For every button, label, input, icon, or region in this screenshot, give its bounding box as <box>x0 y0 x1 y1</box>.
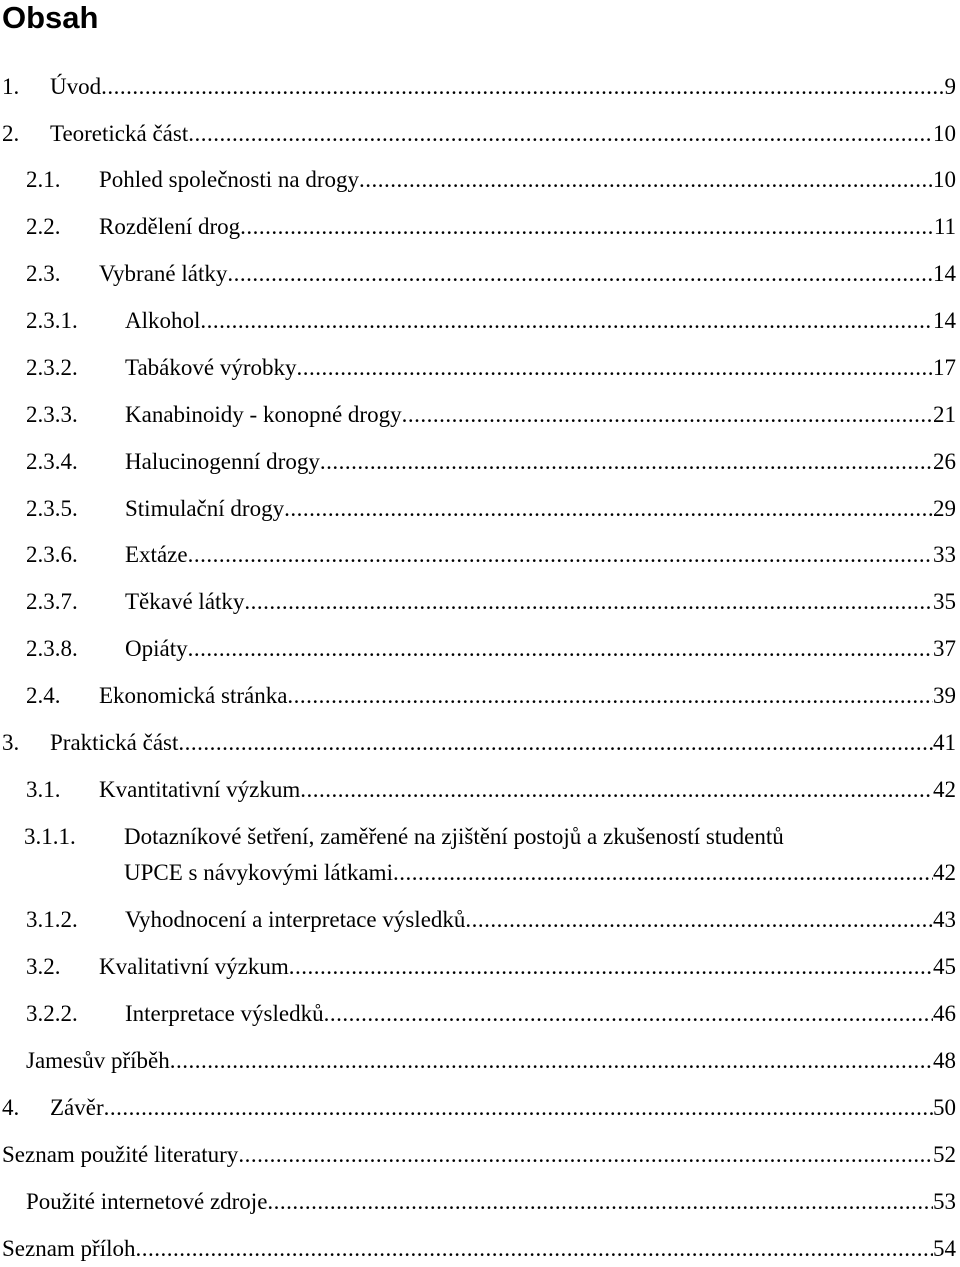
toc-entry-title: Použité internetové zdroje <box>26 1189 268 1214</box>
toc-entry-page: 14 <box>933 308 956 333</box>
dot-leader <box>200 306 933 336</box>
toc-entry-page: 48 <box>933 1048 956 1073</box>
toc-entry-number: 3.1.2. <box>26 907 78 932</box>
toc-entry-number: 2. <box>2 121 20 146</box>
dot-leader <box>465 905 933 935</box>
dot-leader <box>296 353 933 383</box>
toc-entry-title: Teoretická část <box>50 121 189 146</box>
toc-entry-title: Jamesův příběh <box>26 1048 170 1073</box>
toc-entry-title: Alkohol <box>125 308 201 333</box>
toc-entry-number: 2.3. <box>26 261 61 286</box>
toc-entry-seznam-literatury[interactable] <box>2 1140 956 1170</box>
toc-entry-number: 3.1.1. <box>24 824 76 849</box>
toc-entry-vybrane-latky[interactable] <box>26 259 956 289</box>
toc-entry-page: 45 <box>933 954 956 979</box>
dot-leader <box>300 775 933 805</box>
dot-leader <box>188 634 933 664</box>
toc-entry-number: 2.2. <box>26 214 61 239</box>
toc-entry-page: 53 <box>933 1189 956 1214</box>
toc-entry-page: 21 <box>933 402 956 427</box>
toc-entry-opiaty[interactable] <box>26 634 956 664</box>
toc-entry-page: 11 <box>933 214 956 239</box>
dot-leader <box>240 212 934 242</box>
toc-entry-title: Rozdělení drog <box>99 214 241 239</box>
toc-entry-number: 2.3.5. <box>26 496 78 521</box>
toc-entry-number: 3.1. <box>26 777 61 802</box>
toc-entry-number: 2.1. <box>26 167 61 192</box>
dot-leader <box>284 494 933 524</box>
toc-entry-page: 26 <box>933 449 956 474</box>
toc-entry-page: 46 <box>933 1001 956 1026</box>
toc-entry-page: 42 <box>933 860 956 885</box>
toc-entry-title: Halucinogenní drogy <box>125 449 320 474</box>
toc-entry-kvantitativni-vyzkum[interactable] <box>26 775 956 805</box>
toc-entry-page: 14 <box>933 261 956 286</box>
dot-leader <box>402 400 933 430</box>
toc-entry-pohled-spolecnosti[interactable] <box>26 165 956 195</box>
toc-entry-rozdeleni-drog[interactable] <box>26 212 956 242</box>
toc-entry-seznam-priloh[interactable] <box>2 1234 956 1264</box>
toc-entry-title: Vyhodnocení a interpretace výsledků <box>125 907 466 932</box>
toc-entry-title: Extáze <box>125 542 188 567</box>
dot-leader <box>227 259 933 289</box>
toc-entry-teoreticka-cast[interactable] <box>2 119 956 149</box>
toc-entry-title: Seznam příloh <box>2 1236 136 1261</box>
toc-entry-zaver[interactable] <box>2 1093 956 1123</box>
dot-leader <box>267 1187 933 1217</box>
toc-entry-number: 3.2.2. <box>26 1001 78 1026</box>
toc-entry-title: Seznam použité literatury <box>2 1142 239 1167</box>
toc-entry-vyhodnoceni[interactable] <box>26 905 956 935</box>
toc-entry-title: Kvantitativní výzkum <box>99 777 301 802</box>
toc-entry-title: Závěr <box>50 1095 104 1120</box>
toc-entry-page: 41 <box>933 730 956 755</box>
toc-entry-page: 29 <box>933 496 956 521</box>
toc-entry-page: 10 <box>933 167 956 192</box>
toc-entry-number: 4. <box>2 1095 20 1120</box>
toc-entry-page: 35 <box>933 589 956 614</box>
toc-entry-title-line1: Dotazníkové šetření, zaměřené na zjištění postojů a zkušeností studentů <box>124 824 784 849</box>
dot-leader <box>104 1093 933 1123</box>
toc-entry-number: 2.3.3. <box>26 402 78 427</box>
toc-entry-jamesuv-pribeh[interactable] <box>26 1046 956 1076</box>
dot-leader <box>238 1140 933 1170</box>
toc-entry-number: 1. <box>2 74 20 99</box>
toc-entry-page: 33 <box>933 542 956 567</box>
toc-entry-number: 2.3.1. <box>26 308 78 333</box>
toc-entry-page: 17 <box>933 355 956 380</box>
dot-leader <box>289 952 933 982</box>
dot-leader <box>324 999 933 1029</box>
toc-entry-internetove-zdroje[interactable] <box>26 1187 956 1217</box>
toc-entry-title: Praktická část <box>50 730 179 755</box>
dot-leader <box>244 587 933 617</box>
dot-leader <box>170 1046 933 1076</box>
toc-entry-dotaznikove-setreni[interactable] <box>124 858 956 888</box>
toc-entry-number: 2.3.2. <box>26 355 78 380</box>
dot-leader <box>188 540 933 570</box>
toc-entry-alkohol[interactable] <box>26 306 956 336</box>
toc-entry-stimulacni-drogy[interactable] <box>26 494 956 524</box>
toc-entry-number: 2.3.4. <box>26 449 78 474</box>
toc-entry-title: Tabákové výrobky <box>125 355 297 380</box>
page-title: Obsah <box>2 0 99 35</box>
toc-entry-page: 42 <box>933 777 956 802</box>
dot-leader <box>393 858 933 888</box>
toc-entry-halucinogenni-drogy[interactable] <box>26 447 956 477</box>
toc-entry-number: 2.3.8. <box>26 636 78 661</box>
toc-entry-number: 3.2. <box>26 954 61 979</box>
toc-entry-page: 37 <box>933 636 956 661</box>
toc-entry-page: 52 <box>933 1142 956 1167</box>
toc-entry-title: Interpretace výsledků <box>125 1001 324 1026</box>
dot-leader <box>188 119 933 149</box>
toc-entry-title: Pohled společnosti na drogy <box>99 167 359 192</box>
toc-entry-page: 10 <box>933 121 956 146</box>
toc-entry-number: 2.3.6. <box>26 542 78 567</box>
toc-entry-prakticka-cast[interactable] <box>2 728 956 758</box>
toc-entry-kvalitativni-vyzkum[interactable] <box>26 952 956 982</box>
dot-leader <box>359 165 933 195</box>
toc-entry-dotaznikove-setreni-line1[interactable] <box>24 822 956 852</box>
toc-entry-title: Stimulační drogy <box>125 496 285 521</box>
dot-leader <box>136 1234 934 1264</box>
dot-leader <box>101 72 944 102</box>
toc-entry-title: Kanabinoidy - konopné drogy <box>125 402 402 427</box>
toc-entry-page: 39 <box>933 683 956 708</box>
toc-entry-uvod[interactable] <box>2 72 956 102</box>
toc-entry-interpretace-vysledku[interactable] <box>26 999 956 1029</box>
toc-entry-ekonomicka-stranka[interactable] <box>26 681 956 711</box>
toc-entry-title: Kvalitativní výzkum <box>99 954 289 979</box>
toc-entry-page: 9 <box>944 74 956 99</box>
dot-leader <box>178 728 933 758</box>
toc-entry-title: Vybrané látky <box>99 261 228 286</box>
toc-entry-page: 50 <box>933 1095 956 1120</box>
toc-entry-extaze[interactable] <box>26 540 956 570</box>
dot-leader <box>320 447 933 477</box>
dot-leader <box>287 681 933 711</box>
toc-entry-number: 2.4. <box>26 683 61 708</box>
toc-entry-title: UPCE s návykovými látkami <box>124 860 393 885</box>
toc-entry-page: 43 <box>933 907 956 932</box>
toc-entry-title: Opiáty <box>125 636 188 661</box>
toc-entry-page: 54 <box>933 1236 956 1261</box>
toc-entry-tabakove-vyrobky[interactable] <box>26 353 956 383</box>
toc-entry-title: Úvod <box>50 74 102 99</box>
toc-entry-number: 2.3.7. <box>26 589 78 614</box>
toc-entry-title: Těkavé látky <box>125 589 245 614</box>
toc-entry-number: 3. <box>2 730 20 755</box>
toc-entry-kanabinoidy[interactable] <box>26 400 956 430</box>
toc-entry-tekave-latky[interactable] <box>26 587 956 617</box>
toc-entry-title: Ekonomická stránka <box>99 683 288 708</box>
